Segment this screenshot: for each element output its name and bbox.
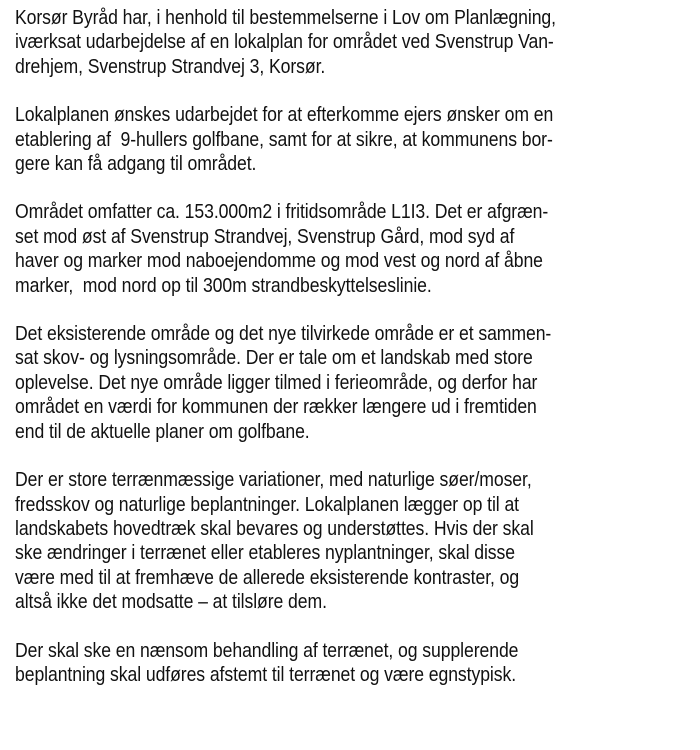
paragraph-terrain [15,468,695,614]
text-line: iværksat udarbejdelse af en lokalplan for området ved Svenstrup Van- [15,30,554,54]
text-line: landskabets hovedtræk skal bevares og understøttes. Hvis der skal [15,516,534,540]
paragraph-treatment [15,639,695,688]
text-line: gere kan få adgang til området. [15,152,257,176]
text-line: oplevelse. Det nye område ligger tilmed i ferieområde, og derfor har [15,370,538,394]
text-line: marker, mod nord op til 300m strandbeskyttelseslinie. [15,273,432,297]
text-line: altså ikke det modsatte – at tilsløre dem. [15,590,327,614]
text-line: sat skov- og lysningsområde. Der er tale om et landskab med store [15,346,533,370]
text-line: Der skal ske en nænsom behandling af terrænet, og supplerende [15,638,519,662]
text-line: etablering af 9-hullers golfbane, samt for at sikre, at kommunens bor- [15,127,553,151]
text-line: beplantning skal udføres afstemt til terrænet og være egnstypisk. [15,662,517,686]
text-line: Lokalplanen ønskes udarbejdet for at efterkomme ejers ønsker om en [15,103,554,127]
paragraph-intro [15,6,695,79]
text-line: set mod øst af Svenstrup Strandvej, Svenstrup Gård, mod syd af [15,224,515,248]
paragraph-landscape [15,322,695,444]
paragraph-area [15,200,695,298]
text-line: fredsskov og naturlige beplantninger. Lokalplanen lægger op til at [15,492,519,516]
text-line: ske ændringer i terrænet eller etableres nyplantninger, skal disse [15,541,515,565]
text-line: drehjem, Svenstrup Strandvej 3, Korsør. [15,54,326,78]
document-page [15,6,695,711]
text-line: være med til at fremhæve de allerede eksisterende kontraster, og [15,565,520,589]
text-line: området en værdi for kommunen der rækker længere ud i fremtiden [15,395,537,419]
text-line: Det eksisterende område og det nye tilvirkede område er et sammen- [15,322,552,346]
text-line: Området omfatter ca. 153.000m2 i fritidsområde L1I3. Det er afgræn- [15,200,549,224]
paragraph-purpose [15,103,695,176]
text-line: Korsør Byråd har, i henhold til bestemmelserne i Lov om Planlægning, [15,6,556,29]
text-line: Der er store terrænmæssige variationer, med naturlige søer/moser, [15,468,532,492]
text-line: haver og marker mod naboejendomme og mod vest og nord af åbne [15,249,543,273]
text-line: end til de aktuelle planer om golfbane. [15,419,310,443]
